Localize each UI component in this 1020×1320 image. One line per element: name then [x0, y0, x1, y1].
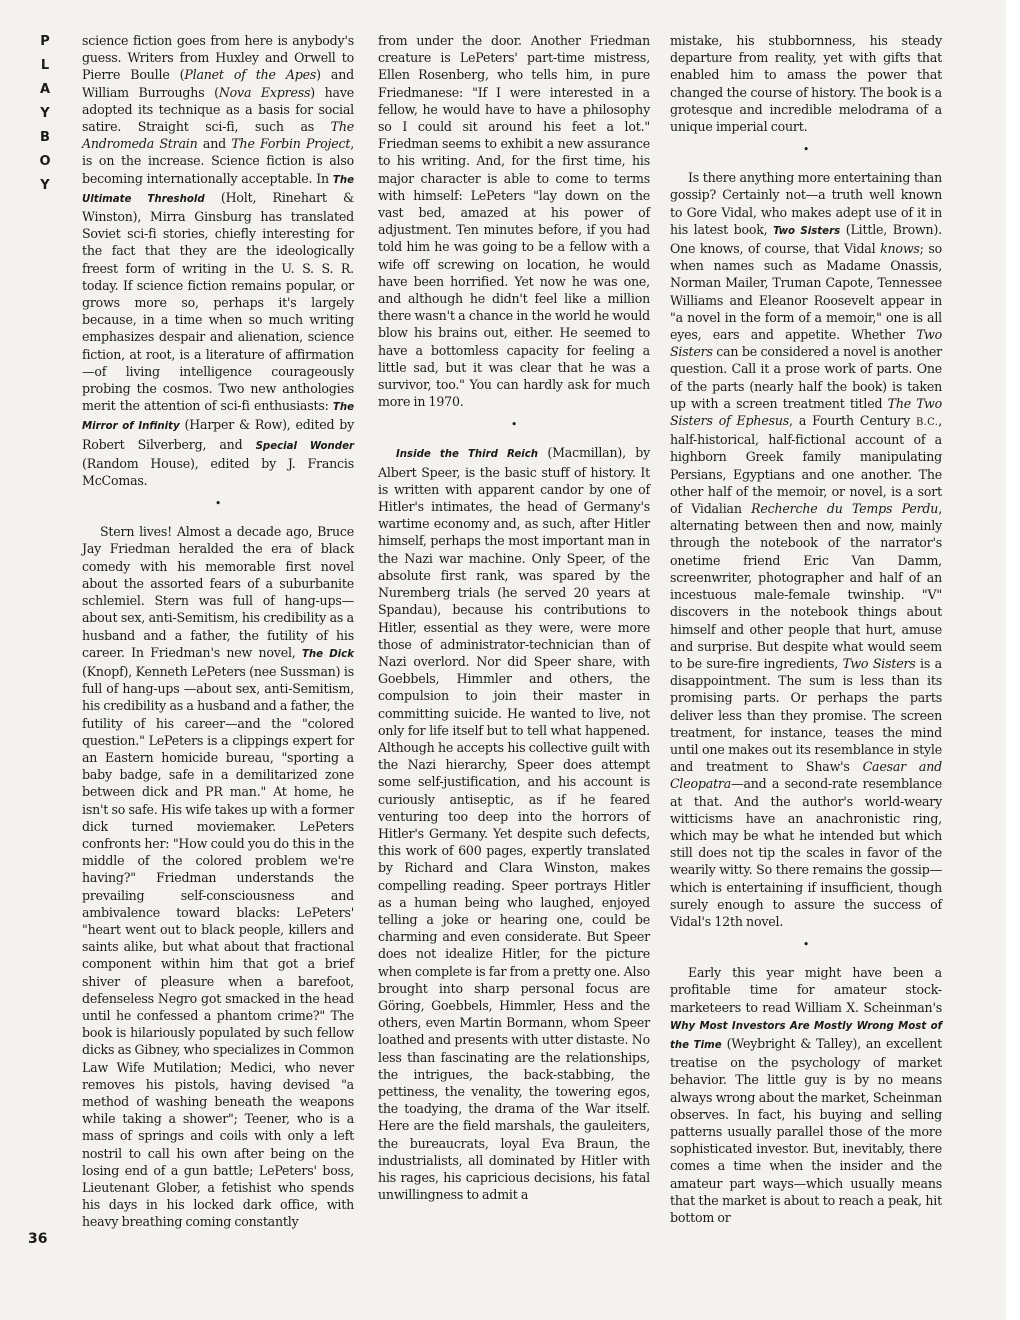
page-number: 36: [28, 1231, 48, 1247]
book-title: Inside the Third Reich: [396, 449, 539, 461]
body-text: —and a second-rate resemblance at that. And the author's world-weary witticisms have an anachronistic ring, which may be what he intended but which still does not tip the scales in favor of the wearily witty. So there remains the gossip—which is entertaining if insufficient, though surely enough to assure the success of Vidal's 12th novel.: [670, 776, 942, 929]
body-text: (Knopf), Kenneth LePeters (nee Sussman) is full of hang-ups —about sex, anti-Semitism, his credibility as a husband and a father, the futility of his career—and the "colored question." LePeters is a clippings expert for an Eastern homicide bureau, "sporting a baby badge, safe in a demilitarized zone between dick and PR man." At home, he isn't so safe. His wife takes up with a former dick turned moviemaker. LePeters confronts her: "How could you do this in the middle of the colored problem we're having?" Friedman understands the prevailing self-consciousness and ambivalence toward blacks: LePeters' "heart went out to black people, killers and saints alike, but what about that fractional component within him that got a brief shiver of pleasure when a barefoot, defenseless Negro got smacked in the head until he confessed a phantom crime?" The book is hilariously populated by such fellow dicks as Gibney, who specializes in Common Law Wife Mutilation; Medici, who never removes his pistols, having devised "a method of washing beneath the weapons while taking a shower"; Teener, who is a mass of springs and coils with only a left nostril to call his own after being on the losing end of a gun battle; LePeters' boss, Lieutenant Glober, a fetishist who spends his days in his locked dark office, with heavy breathing coming constantly: [82, 663, 354, 1230]
paragraph-inside-the-third-reich: [378, 444, 650, 1203]
book-title: Special Wonder: [255, 440, 355, 452]
book-title: The Dick: [301, 648, 354, 660]
body-text: (Macmillan), by Albert Speer, is the basic stuff of history. It is written with apparent candor by one of Hitler's intimates, the head of Germany's wartime economy and, as such, after Hitler himself, perhaps the most important man in the Nazi war machine. Only Speer, of the absolute first rank, was spared by the Nuremberg trials (he served 20 years at Spandau), because his contributions to Hitler, essential as they were, were more those of administrator-technician than of Nazi overlord. Nor did Speer share, with Goebbels, Himmler and others, the compulsion to join their master in committing suicide. He wanted to live, not only for life itself but to tell what happened. Although he accepts his collective guilt with the Nazi hierarchy, Speer does attempt some self-justification, and his account is curiously antiseptic, as if he feared venturing too deep into the horrors of Hitler's Germany. Yet despite such defects, this work of 600 pages, expertly translated by Richard and Clara Winston, makes compelling reading. Speer portrays Hitler as a human being who laughed, enjoyed telling a joke or hearing one, could be charming and even considerate. But Speer does not idealize Hitler, for the picture when complete is far from a pretty one. Also brought into sharp personal focus are Göring, Goebbels, Himmler, Hess and the others, even Martin Bormann, whom Speer loathed and presents with utter distaste. No less than fascinating are the relationships, the intrigues, the back-stabbing, the pettiness, the venality, the towering egos, the toadying, the drama of the War itself. Here are the field marshals, the gauleiters, the bureaucrats, loyal Eva Braun, the industrialists, all dominated by Hitler with his rages, his capricious decisions, his fatal unwillingness to admit a: [378, 445, 651, 1203]
section-divider: •: [214, 497, 222, 511]
body-text: Stern lives! Almost a decade ago, Bruce Jay Friedman heralded the era of black comedy with his memorable first novel about the assorted fears of a suburbanite schlemiel. Stern was full of hang-ups—about sex, anti-Semitism, his credibility as a husband and a father, the futility of his career. In Friedman's new novel,: [82, 524, 354, 660]
body-text: (Holt, Rinehart & Winston), Mirra Ginsburg has translated Soviet sci-fi stories, chiefly interesting for the fact that they are the ideologically freest form of writing in the U. S. S. R. today. If science fiction remains popular, or grows more so, perhaps it's largely because, in a time when so much writing emphasizes despair and alienation, science fiction, at root, is a literature of affirmation—of living intelligence courageously probing the cosmos. Two new anthologies merit the attention of sci-fi enthusiasts:: [82, 189, 354, 414]
emphasis-text: The Forbin Project: [231, 136, 351, 152]
page-edge: [1006, 0, 1020, 1320]
section-divider: •: [510, 418, 518, 432]
emphasis-text: knows: [880, 241, 920, 257]
book-title: Two Sisters: [773, 225, 841, 237]
body-text: , a Fourth Century: [789, 413, 916, 429]
paragraph-two-sisters: [670, 169, 942, 930]
emphasis-text: Two Sisters: [842, 655, 916, 671]
paragraph-the-dick: [82, 523, 354, 1230]
body-text: (Weybright & Talley), an excellent treatise on the psychology of market behavior. The little guy is by no means always wrong about the market, Scheinman observes. In fact, his buying and selling patterns usually parallel those of the more sophisticated investor. But, inevitably, there comes a time when the insider and the amateur part ways—which usually means that the market is about to reach a peak, hit bottom or: [670, 1035, 942, 1225]
body-text: from under the door. Another Friedman creature is LePeters' part-time mistress, Ellen Rosenberg, who tells him, in pure Friedmanese: "If I were interested in a fellow, he would have to have a philosophy so I could sit around his feet a lot." Friedman seems to exhibit a new assurance to his writing. And, for the first time, his major character is able to come to terms with himself: LePeters "lay down on the vast bed, amazed at his power of adjustment. Ten minutes before, if you had told him he was going to be a fellow with a wife off screwing on location, he would have been horrified. Yet now he was one, and although he didn't feel like a million there wasn't a chance in the world he would blow his brains out, either. He seemed to have a bottomless capacity for feeling a little sad, but it was clear that he was a survivor, too." You can hardly ask for much more in 1970.: [378, 33, 650, 410]
text-column-2: [378, 32, 650, 1203]
paragraph-the-dick-continued: [378, 32, 650, 410]
emphasis-text: The Andromeda Strain: [82, 119, 354, 152]
body-text: , half-historical, half-fictional account of a highborn Greek family manipulating Persians, Egyptians and one another. The other half of the memoir, or novel, is a sort of Vidalian: [670, 413, 943, 517]
paragraph-why-most-investors: [670, 964, 942, 1226]
sidebar-letter: P: [40, 34, 50, 49]
emphasis-text: Recherche du Temps Perdu: [751, 501, 939, 517]
body-text: ) and William Burroughs (: [82, 67, 354, 100]
body-text: can be considered a novel is another question. Call it a prose work of parts. One of the parts (nearly half the book) is taken up with a screen treatment titled: [670, 344, 942, 411]
emphasis-text: Caesar and Cleopatra: [670, 759, 942, 792]
book-title: The Mirror of Infinity: [82, 402, 354, 433]
paragraph-science-fiction: [82, 32, 354, 489]
emphasis-text: The Two Sisters of Ephesus: [670, 395, 942, 429]
emphasis-text: B.C.: [916, 417, 939, 429]
body-text: and: [197, 136, 232, 152]
section-divider: •: [802, 143, 810, 157]
book-title: Why Most Investors Are Mostly Wrong Most of the Time: [670, 1020, 942, 1051]
paragraph-third-reich-continued: [670, 32, 942, 135]
body-text: ; so when names such as Madame Onassis, Norman Mailer, Truman Capote, Tennessee Williams and Eleanor Roosevelt appear in "a novel in the form of a memoir," one is all eyes, ears and appetite. Whether: [670, 241, 943, 343]
body-text: , alternating between then and now, mainly through the notebook of the narrator's onetime friend Eric Van Damm, screenwriter, photographer and half of an incestuous male-female twinship. "V" discovers in the notebook things about himself and other people that hurt, amuse and surprise. But despite what would seem to be sure-fire ingredients,: [670, 501, 943, 671]
body-text: is a disappointment. The sum is less than its promising parts. Or perhaps the parts deliver less than they promise. The screen treatment, for instance, teases the mind until one makes out its resemblance in style and treatment to Shaw's: [670, 655, 942, 775]
body-text: mistake, his stubbornness, his steady departure from reality, yet with gifts that enabled him to amass the power that changed the course of history. The book is a grotesque and incredible melodrama of a unique imperial court.: [670, 33, 942, 135]
sidebar-letter: Y: [40, 106, 50, 121]
book-title: The Ultimate Threshold: [82, 174, 354, 205]
magazine-name-vertical: [34, 30, 56, 198]
emphasis-text: Two Sisters: [670, 327, 942, 360]
section-divider: •: [802, 938, 810, 952]
body-text: science fiction goes from here is anybody's guess. Writers from Huxley and Orwell to Pierre Boulle (: [82, 33, 354, 83]
sidebar-letter: Y: [40, 178, 50, 193]
sidebar-letter: B: [40, 130, 50, 145]
body-text: , is on the increase. Science fiction is also becoming internationally acceptable. In: [82, 136, 354, 186]
sidebar-letter: A: [39, 82, 51, 97]
emphasis-text: Nova Express: [218, 84, 311, 100]
body-text: Is there anything more entertaining than gossip? Certainly not—a truth well known to Gore Vidal, who makes adept use of it in his latest book,: [670, 170, 942, 237]
text-column-1: [82, 32, 354, 1231]
sidebar-letter: L: [40, 58, 50, 73]
emphasis-text: Planet of the Apes: [184, 67, 317, 83]
text-column-3: [670, 32, 942, 1226]
body-text: Early this year might have been a profitable time for amateur stock-marketeers to read William X. Scheinman's: [670, 965, 942, 1015]
body-text: (Harper & Row), edited by Robert Silverberg, and: [82, 417, 355, 452]
body-text: ) have adopted its technique as a basis for social satire. Straight sci-fi, such as: [82, 84, 355, 135]
body-text: (Random House), edited by J. Francis McComas.: [82, 455, 354, 489]
sidebar-letter: O: [39, 154, 51, 169]
body-text: (Little, Brown). One knows, of course, that Vidal: [670, 221, 942, 257]
